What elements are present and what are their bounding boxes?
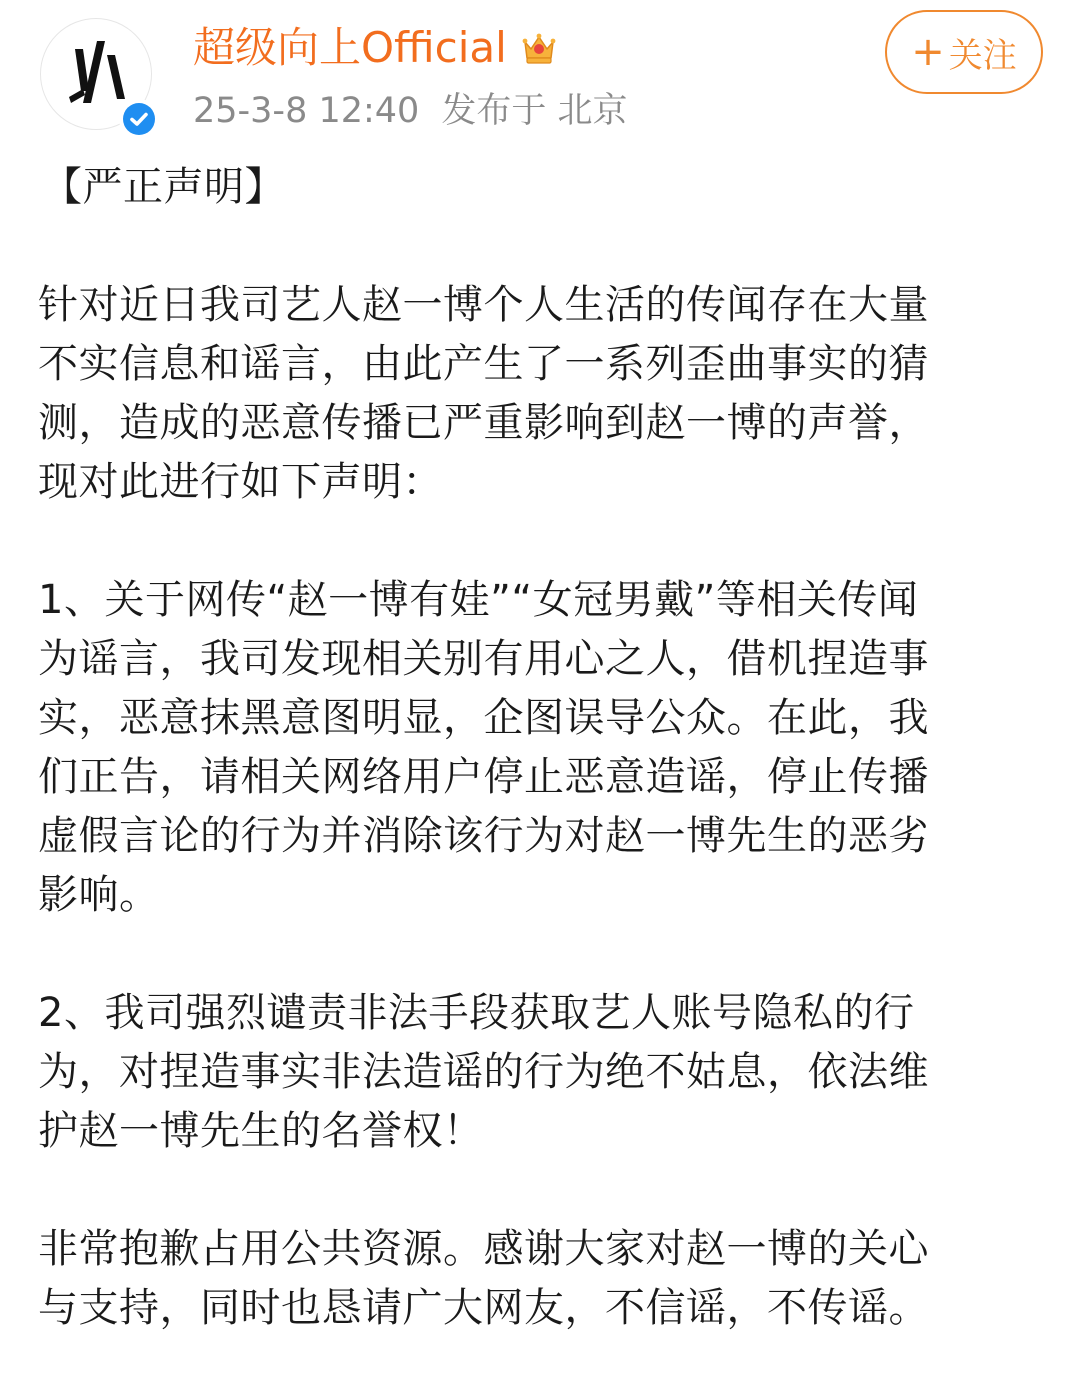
paragraph-line: 1、关于网传“赵一博有娃”“女冠男戴”等相关传闻: [38, 577, 919, 623]
paragraph-line: 护赵一博先生的名誉权！: [38, 1108, 484, 1154]
follow-label: 关注: [948, 35, 1017, 76]
paragraph-line: 现对此进行如下声明：: [38, 459, 443, 505]
post-meta: [193, 88, 627, 134]
plus-icon: +: [911, 29, 945, 75]
post-timestamp: 25-3-8 12:40: [193, 91, 420, 131]
paragraph-line: 与支持，同时也恳请广大网友，不信谣，不传谣。: [38, 1285, 929, 1331]
paragraph-line: 为谣言，我司发现相关别有用心之人，借机捏造事: [38, 636, 929, 682]
paragraph-line: 测，造成的恶意传播已严重影响到赵一博的声誉，: [38, 400, 929, 446]
post-body: [38, 158, 1038, 1338]
post-location: 发布于 北京: [441, 91, 628, 131]
crown-icon: [519, 28, 559, 68]
post-header: [0, 0, 1080, 150]
paragraph-line: 影响。: [38, 872, 160, 918]
paragraph-line: 2、我司强烈谴责非法手段获取艺人账号隐私的行: [38, 990, 915, 1036]
account-name-text[interactable]: 超级向上Official: [193, 23, 507, 72]
paragraph-line: 不实信息和谣言，由此产生了一系列歪曲事实的猜: [38, 341, 929, 387]
post-paragraphs: [38, 276, 1038, 1338]
paragraph-line: 们正告，请相关网络用户停止恶意造谣，停止传播: [38, 754, 929, 800]
paragraph-line: 虚假言论的行为并消除该行为对赵一博先生的恶劣: [38, 813, 929, 859]
avatar[interactable]: [40, 18, 152, 130]
paragraph-line: 非常抱歉占用公共资源。感谢大家对赵一博的关心: [38, 1226, 929, 1272]
paragraph-line: 实，恶意抹黑意图明显，企图误导公众。在此，我: [38, 695, 929, 741]
post-paragraph: [38, 1220, 1038, 1338]
follow-button[interactable]: [885, 10, 1043, 94]
paragraph-line: 针对近日我司艺人赵一博个人生活的传闻存在大量: [38, 282, 929, 328]
post-title: 【严正声明】: [42, 164, 285, 210]
post-paragraph: [38, 571, 1038, 925]
verified-badge-icon: [119, 99, 159, 139]
paragraph-line: 为，对捏造事实非法造谣的行为绝不姑息，依法维: [38, 1049, 929, 1095]
account-name[interactable]: [193, 22, 559, 74]
post-paragraph: [38, 984, 1038, 1161]
post-paragraph: [38, 276, 1038, 512]
